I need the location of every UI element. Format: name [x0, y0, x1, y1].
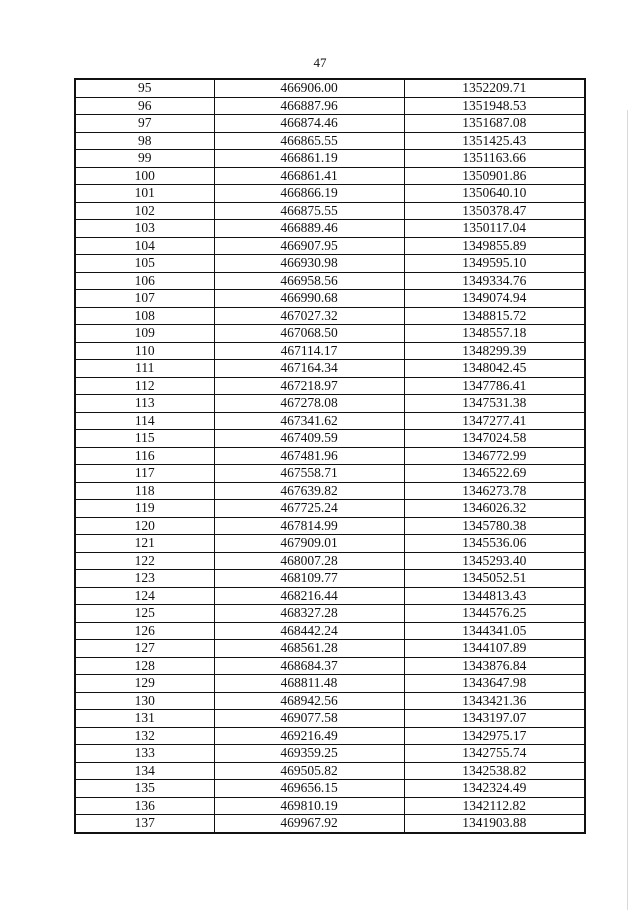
x-coordinate-cell: 467068.50 — [214, 325, 404, 343]
x-coordinate-cell: 468327.28 — [214, 605, 404, 623]
table-row — [75, 377, 585, 395]
coordinate-table — [74, 78, 586, 834]
x-coordinate-cell: 467341.62 — [214, 412, 404, 430]
x-coordinate-cell: 468561.28 — [214, 640, 404, 658]
point-number-cell: 137 — [75, 815, 214, 833]
y-coordinate-cell: 1344576.25 — [404, 605, 585, 623]
point-number-cell: 119 — [75, 500, 214, 518]
table-row — [75, 797, 585, 815]
x-coordinate-cell: 468684.37 — [214, 657, 404, 675]
table-row — [75, 745, 585, 763]
table-row — [75, 517, 585, 535]
y-coordinate-cell: 1348042.45 — [404, 360, 585, 378]
coordinate-table-body — [75, 79, 585, 833]
x-coordinate-cell: 466874.46 — [214, 115, 404, 133]
y-coordinate-cell: 1343876.84 — [404, 657, 585, 675]
table-row — [75, 79, 585, 97]
y-coordinate-cell: 1347277.41 — [404, 412, 585, 430]
x-coordinate-cell: 467725.24 — [214, 500, 404, 518]
point-number-cell: 133 — [75, 745, 214, 763]
x-coordinate-cell: 467558.71 — [214, 465, 404, 483]
table-row — [75, 220, 585, 238]
x-coordinate-cell: 469359.25 — [214, 745, 404, 763]
table-row — [75, 290, 585, 308]
y-coordinate-cell: 1350640.10 — [404, 185, 585, 203]
x-coordinate-cell: 467027.32 — [214, 307, 404, 325]
y-coordinate-cell: 1348299.39 — [404, 342, 585, 360]
y-coordinate-cell: 1349595.10 — [404, 255, 585, 273]
table-row — [75, 815, 585, 833]
table-row — [75, 727, 585, 745]
point-number-cell: 117 — [75, 465, 214, 483]
y-coordinate-cell: 1342324.49 — [404, 780, 585, 798]
table-row — [75, 150, 585, 168]
x-coordinate-cell: 466907.95 — [214, 237, 404, 255]
y-coordinate-cell: 1351425.43 — [404, 132, 585, 150]
point-number-cell: 135 — [75, 780, 214, 798]
point-number-cell: 103 — [75, 220, 214, 238]
point-number-cell: 99 — [75, 150, 214, 168]
point-number-cell: 96 — [75, 97, 214, 115]
table-row — [75, 360, 585, 378]
y-coordinate-cell: 1341903.88 — [404, 815, 585, 833]
x-coordinate-cell: 466865.55 — [214, 132, 404, 150]
y-coordinate-cell: 1346273.78 — [404, 482, 585, 500]
x-coordinate-cell: 467409.59 — [214, 430, 404, 448]
table-row — [75, 780, 585, 798]
point-number-cell: 107 — [75, 290, 214, 308]
y-coordinate-cell: 1346772.99 — [404, 447, 585, 465]
point-number-cell: 105 — [75, 255, 214, 273]
point-number-cell: 113 — [75, 395, 214, 413]
table-row — [75, 447, 585, 465]
y-coordinate-cell: 1342975.17 — [404, 727, 585, 745]
x-coordinate-cell: 466861.41 — [214, 167, 404, 185]
point-number-cell: 114 — [75, 412, 214, 430]
x-coordinate-cell: 468216.44 — [214, 587, 404, 605]
y-coordinate-cell: 1345052.51 — [404, 570, 585, 588]
y-coordinate-cell: 1347786.41 — [404, 377, 585, 395]
table-row — [75, 325, 585, 343]
point-number-cell: 120 — [75, 517, 214, 535]
table-row — [75, 167, 585, 185]
y-coordinate-cell: 1351948.53 — [404, 97, 585, 115]
point-number-cell: 100 — [75, 167, 214, 185]
table-row — [75, 762, 585, 780]
y-coordinate-cell: 1348815.72 — [404, 307, 585, 325]
table-row — [75, 307, 585, 325]
table-row — [75, 587, 585, 605]
point-number-cell: 111 — [75, 360, 214, 378]
point-number-cell: 122 — [75, 552, 214, 570]
y-coordinate-cell: 1352209.71 — [404, 79, 585, 97]
point-number-cell: 106 — [75, 272, 214, 290]
point-number-cell: 97 — [75, 115, 214, 133]
x-coordinate-cell: 467909.01 — [214, 535, 404, 553]
y-coordinate-cell: 1348557.18 — [404, 325, 585, 343]
y-coordinate-cell: 1344813.43 — [404, 587, 585, 605]
table-row — [75, 500, 585, 518]
point-number-cell: 129 — [75, 675, 214, 693]
point-number-cell: 121 — [75, 535, 214, 553]
point-number-cell: 109 — [75, 325, 214, 343]
point-number-cell: 131 — [75, 710, 214, 728]
point-number-cell: 104 — [75, 237, 214, 255]
y-coordinate-cell: 1346522.69 — [404, 465, 585, 483]
x-coordinate-cell: 466906.00 — [214, 79, 404, 97]
x-coordinate-cell: 468442.24 — [214, 622, 404, 640]
point-number-cell: 127 — [75, 640, 214, 658]
x-coordinate-cell: 468811.48 — [214, 675, 404, 693]
x-coordinate-cell: 468007.28 — [214, 552, 404, 570]
y-coordinate-cell: 1343421.36 — [404, 692, 585, 710]
table-row — [75, 272, 585, 290]
y-coordinate-cell: 1346026.32 — [404, 500, 585, 518]
point-number-cell: 118 — [75, 482, 214, 500]
table-row — [75, 185, 585, 203]
y-coordinate-cell: 1349855.89 — [404, 237, 585, 255]
x-coordinate-cell: 467814.99 — [214, 517, 404, 535]
x-coordinate-cell: 466990.68 — [214, 290, 404, 308]
x-coordinate-cell: 469077.58 — [214, 710, 404, 728]
y-coordinate-cell: 1342112.82 — [404, 797, 585, 815]
table-row — [75, 237, 585, 255]
scan-edge-line — [627, 110, 628, 910]
point-number-cell: 132 — [75, 727, 214, 745]
y-coordinate-cell: 1343197.07 — [404, 710, 585, 728]
page-number: 47 — [313, 55, 327, 70]
point-number-cell: 108 — [75, 307, 214, 325]
y-coordinate-cell: 1345780.38 — [404, 517, 585, 535]
y-coordinate-cell: 1345536.06 — [404, 535, 585, 553]
table-row — [75, 675, 585, 693]
point-number-cell: 134 — [75, 762, 214, 780]
point-number-cell: 123 — [75, 570, 214, 588]
x-coordinate-cell: 466866.19 — [214, 185, 404, 203]
point-number-cell: 98 — [75, 132, 214, 150]
point-number-cell: 128 — [75, 657, 214, 675]
y-coordinate-cell: 1342755.74 — [404, 745, 585, 763]
y-coordinate-cell: 1344341.05 — [404, 622, 585, 640]
x-coordinate-cell: 468942.56 — [214, 692, 404, 710]
point-number-cell: 101 — [75, 185, 214, 203]
y-coordinate-cell: 1351687.08 — [404, 115, 585, 133]
table-row — [75, 342, 585, 360]
table-row — [75, 710, 585, 728]
x-coordinate-cell: 466958.56 — [214, 272, 404, 290]
table-row — [75, 412, 585, 430]
point-number-cell: 130 — [75, 692, 214, 710]
table-row — [75, 657, 585, 675]
table-row — [75, 255, 585, 273]
y-coordinate-cell: 1342538.82 — [404, 762, 585, 780]
x-coordinate-cell: 467278.08 — [214, 395, 404, 413]
table-row — [75, 202, 585, 220]
point-number-cell: 116 — [75, 447, 214, 465]
y-coordinate-cell: 1350901.86 — [404, 167, 585, 185]
y-coordinate-cell: 1345293.40 — [404, 552, 585, 570]
table-row — [75, 622, 585, 640]
point-number-cell: 102 — [75, 202, 214, 220]
x-coordinate-cell: 466889.46 — [214, 220, 404, 238]
point-number-cell: 115 — [75, 430, 214, 448]
x-coordinate-cell: 467114.17 — [214, 342, 404, 360]
point-number-cell: 136 — [75, 797, 214, 815]
x-coordinate-cell: 469810.19 — [214, 797, 404, 815]
table-row — [75, 132, 585, 150]
y-coordinate-cell: 1344107.89 — [404, 640, 585, 658]
table-row — [75, 482, 585, 500]
y-coordinate-cell: 1350117.04 — [404, 220, 585, 238]
point-number-cell: 95 — [75, 79, 214, 97]
x-coordinate-cell: 468109.77 — [214, 570, 404, 588]
table-row — [75, 605, 585, 623]
table-row — [75, 395, 585, 413]
x-coordinate-cell: 469967.92 — [214, 815, 404, 833]
table-row — [75, 115, 585, 133]
table-row — [75, 570, 585, 588]
point-number-cell: 124 — [75, 587, 214, 605]
x-coordinate-cell: 467164.34 — [214, 360, 404, 378]
table-row — [75, 640, 585, 658]
table-row — [75, 692, 585, 710]
table-row — [75, 430, 585, 448]
point-number-cell: 125 — [75, 605, 214, 623]
table-row — [75, 465, 585, 483]
table-row — [75, 535, 585, 553]
x-coordinate-cell: 466887.96 — [214, 97, 404, 115]
y-coordinate-cell: 1349334.76 — [404, 272, 585, 290]
x-coordinate-cell: 466875.55 — [214, 202, 404, 220]
x-coordinate-cell: 469216.49 — [214, 727, 404, 745]
x-coordinate-cell: 467481.96 — [214, 447, 404, 465]
y-coordinate-cell: 1350378.47 — [404, 202, 585, 220]
table-row — [75, 97, 585, 115]
x-coordinate-cell: 466861.19 — [214, 150, 404, 168]
point-number-cell: 110 — [75, 342, 214, 360]
y-coordinate-cell: 1349074.94 — [404, 290, 585, 308]
point-number-cell: 126 — [75, 622, 214, 640]
x-coordinate-cell: 467639.82 — [214, 482, 404, 500]
y-coordinate-cell: 1343647.98 — [404, 675, 585, 693]
y-coordinate-cell: 1347531.38 — [404, 395, 585, 413]
x-coordinate-cell: 467218.97 — [214, 377, 404, 395]
x-coordinate-cell: 469656.15 — [214, 780, 404, 798]
x-coordinate-cell: 466930.98 — [214, 255, 404, 273]
y-coordinate-cell: 1347024.58 — [404, 430, 585, 448]
table-row — [75, 552, 585, 570]
point-number-cell: 112 — [75, 377, 214, 395]
y-coordinate-cell: 1351163.66 — [404, 150, 585, 168]
x-coordinate-cell: 469505.82 — [214, 762, 404, 780]
